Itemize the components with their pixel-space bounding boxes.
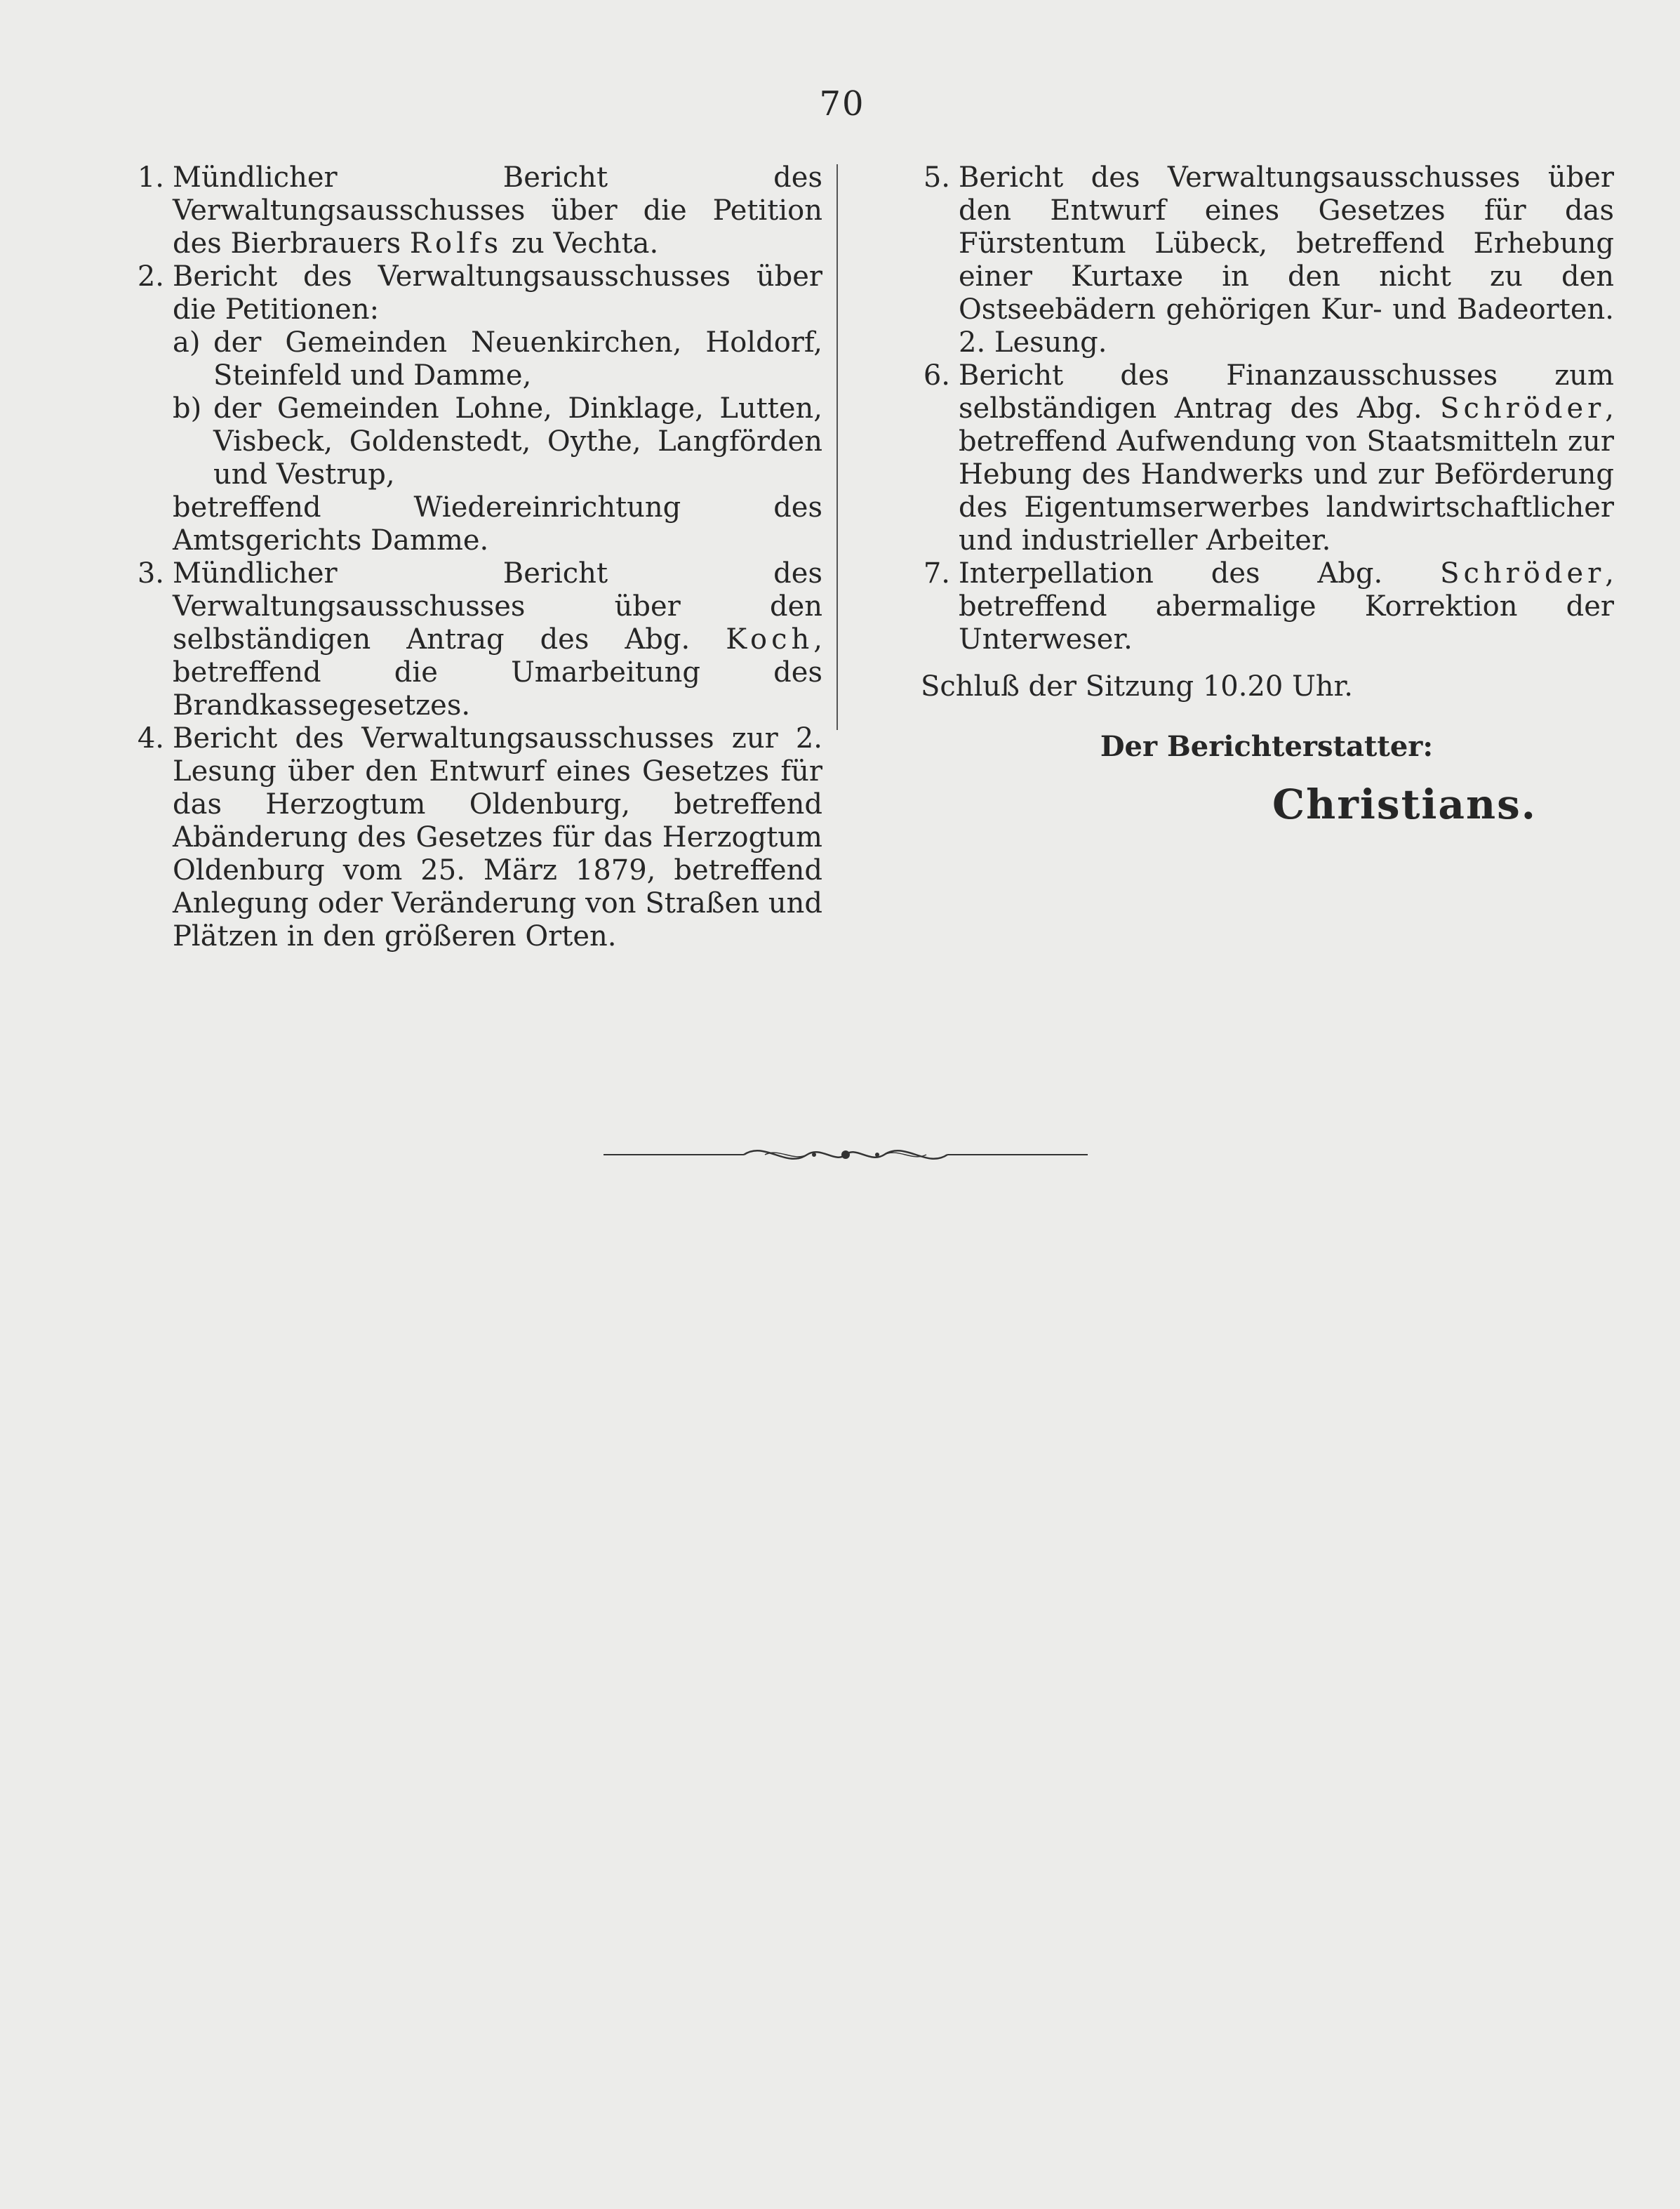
item-number: 1. (137, 161, 164, 194)
text-run: , betreffend abermalige Korrektion der Unterweser. (959, 557, 1614, 656)
right-column-items (905, 161, 1614, 656)
person-name: Rolfs (409, 227, 503, 260)
agenda-item (119, 722, 822, 953)
ornament-divider (604, 1137, 1088, 1172)
closing-line: Schluß der Sitzung 10.20 Uhr. (921, 670, 1353, 703)
column-divider (836, 164, 838, 730)
item-text (173, 722, 822, 953)
item-text (173, 557, 822, 722)
sub-item-marker: b) (173, 392, 202, 425)
item-text (959, 557, 1614, 656)
sub-item (173, 392, 822, 491)
text-run: Mündlicher Bericht des Verwaltungsausschusses über die Petition des Bierbrauers (173, 161, 822, 260)
item-outro: betreffend Wiedereinrichtung des Amtsgerichts Damme. (173, 491, 822, 557)
item-text (173, 260, 822, 557)
sub-item-marker: a) (173, 326, 201, 359)
person-name: Schröder (1440, 392, 1606, 425)
agenda-item (119, 161, 822, 260)
text-run: Bericht des Verwaltungsausschusses über den Entwurf eines Gesetzes für das Fürstentum Lübeck, betreffend Erhebung einer Kurtaxe in den nicht zu den Ostseebädern gehörigen Kur- und Badeorten. 2. Lesung. (959, 161, 1614, 359)
right-column (905, 161, 1614, 828)
item-number: 5. (923, 161, 950, 194)
item-number: 2. (137, 260, 164, 293)
text-run: , betreffend Aufwendung von Staatsmitteln zur Hebung des Handwerks und zur Beförderung des Eigentumserwerbes landwirtschaftlicher und industrieller Arbeiter. (959, 392, 1614, 557)
signature: Christians. (1272, 781, 1537, 828)
item-number: 7. (923, 557, 950, 590)
agenda-item (119, 260, 822, 557)
item-number: 3. (137, 557, 164, 590)
agenda-item (119, 557, 822, 722)
left-column (119, 161, 822, 953)
agenda-item (905, 161, 1614, 359)
agenda-item (905, 557, 1614, 656)
text-run: Interpellation des Abg. (959, 557, 1441, 590)
sub-item-text: der Gemeinden Neuenkirchen, Holdorf, Steinfeld und Damme, (213, 326, 822, 392)
agenda-item (905, 359, 1614, 557)
text-run: Bericht des Verwaltungsausschusses zur 2. Lesung über den Entwurf eines Gesetzes für das Herzogtum Oldenburg, betreffend Abänderung des Gesetzes für das Herzogtum Oldenburg vom 25. März 1879, betreffend Anlegung oder Veränderung von Straßen und Plätzen in den größeren Orten. (173, 722, 822, 953)
item-text (173, 161, 822, 260)
item-intro: Bericht des Verwaltungsausschusses über die Petitionen: (173, 260, 822, 326)
item-number: 4. (137, 722, 164, 755)
text-run: , betreffend die Umarbeitung des Brandkassegesetzes. (173, 623, 822, 722)
text-run: Bericht des Finanzausschusses zum selbständigen Antrag des Abg. (959, 359, 1614, 425)
text-run: zu Vechta. (502, 227, 659, 260)
person-name: Schröder (1440, 557, 1606, 590)
item-text (959, 161, 1614, 359)
item-text (959, 359, 1614, 557)
sub-item (173, 326, 822, 392)
text-run: Mündlicher Bericht des Verwaltungsausschusses über den selbständigen Antrag des Abg. (173, 557, 822, 656)
sub-item-text: der Gemeinden Lohne, Dinklage, Lutten, Visbeck, Goldenstedt, Oythe, Langförden und Vestrup, (213, 392, 822, 491)
person-name: Koch (726, 623, 814, 656)
item-number: 6. (923, 359, 950, 392)
page-number: 70 (819, 84, 865, 124)
reporter-label: Der Berichterstatter: (1100, 730, 1434, 763)
